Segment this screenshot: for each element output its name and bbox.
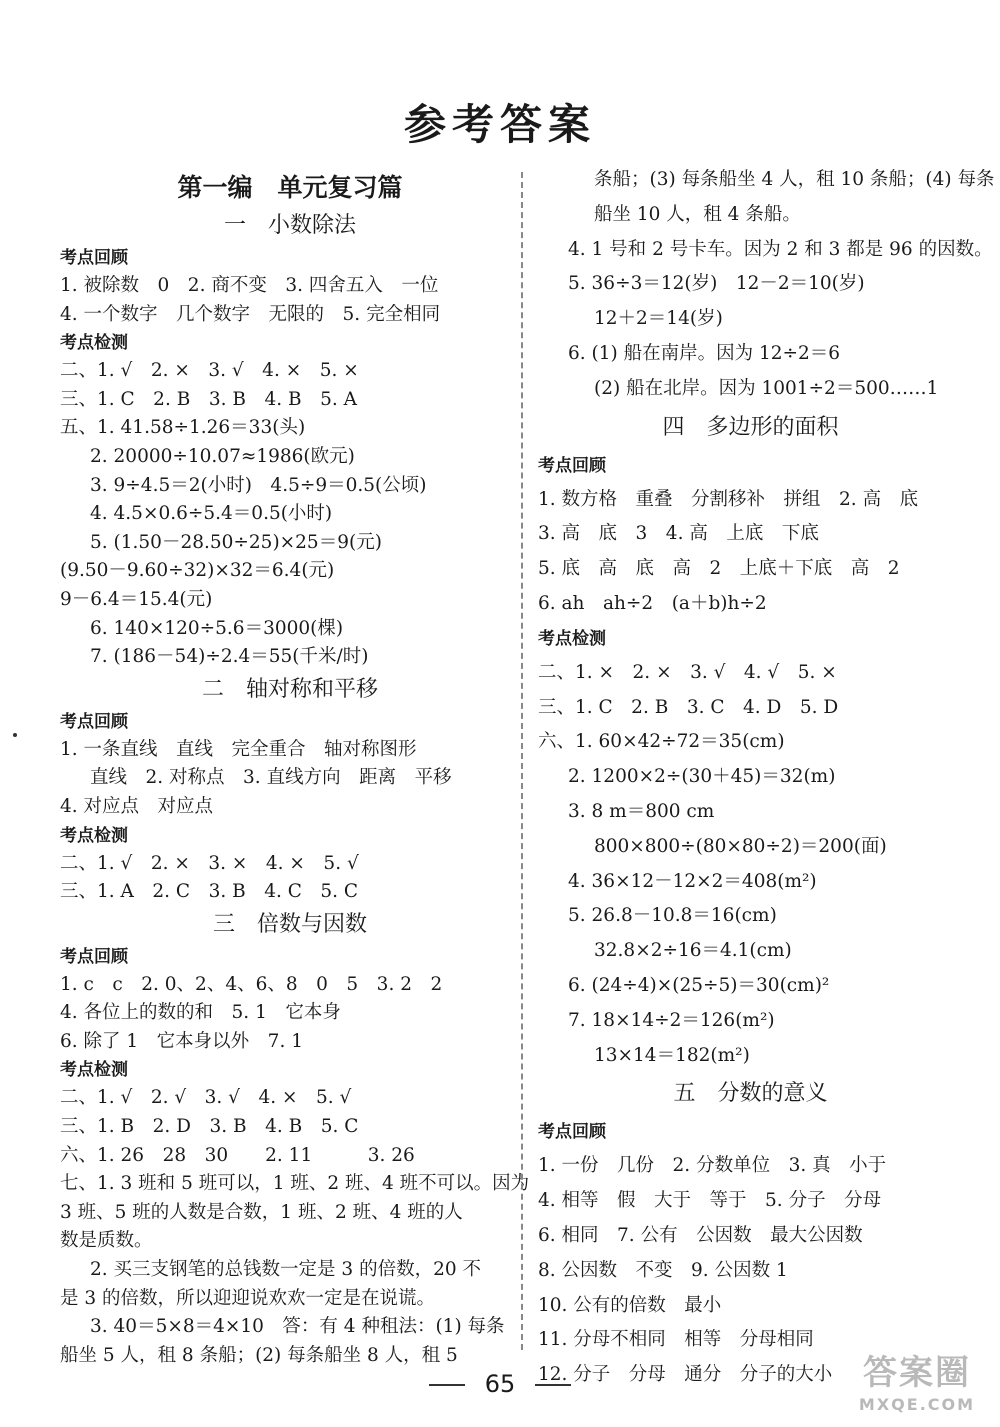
answer-line: 五、1. 41.58÷1.26＝33(头): [60, 417, 306, 439]
subsection-label: 考点回顾: [60, 946, 128, 967]
subsection-label: 考点检测: [60, 825, 128, 846]
watermark-url-text: MXQE.COM: [858, 1395, 976, 1414]
answer-line: 10. 公有的倍数 最小: [538, 1294, 722, 1316]
answer-line: 是 3 的倍数，所以迎迎说欢欢一定是在说谎。: [60, 1287, 436, 1309]
left-column: [60, 168, 530, 1370]
subsection-label: 考点检测: [60, 333, 128, 354]
column-divider: [521, 172, 523, 1350]
answer-line: 3. 9÷4.5＝2(小时) 4.5÷9＝0.5(公顷): [90, 474, 427, 496]
answer-line: 三、1. C 2. B 3. C 4. D 5. D: [538, 696, 839, 718]
chapter-heading: 二 轴对称和平移: [201, 676, 378, 702]
subsection-label: 考点回顾: [60, 711, 128, 732]
answer-line: 六、1. 26 28 30 2. 11 3. 26: [60, 1144, 415, 1166]
footer-dash-left: [429, 1384, 465, 1386]
answer-line: 二、1. √ 2. × 3. √ 4. × 5. ×: [60, 360, 359, 382]
answer-line: 二、1. √ 2. × 3. × 4. × 5. √: [60, 852, 359, 874]
answer-line: 1. 被除数 0 2. 商不变 3. 四舍五入 一位: [60, 275, 439, 296]
footer-dash-right: [535, 1384, 571, 1386]
answer-line: 5. 36÷3＝12(岁) 12－2＝10(岁): [568, 273, 865, 295]
answer-line: 2. 1200×2÷(30＋45)＝32(m): [568, 766, 836, 788]
answer-line: 32.8×2÷16＝4.1(cm): [594, 940, 792, 962]
answer-line: 三、1. B 2. D 3. B 4. B 5. C: [60, 1116, 359, 1138]
answer-line: 三、1. A 2. C 3. B 4. C 5. C: [60, 881, 359, 903]
answer-line: 直线 2. 对称点 3. 直线方向 距离 平移: [90, 767, 452, 789]
answer-line: 7. 18×14÷2＝126(m²): [568, 1009, 775, 1031]
answer-line: 4. 一个数字 几个数字 无限的 5. 完全相同: [60, 303, 441, 325]
subsection-label: 考点回顾: [60, 248, 128, 268]
answer-line: 条船；(3) 每条船坐 4 人，租 10 条船；(4) 每条: [594, 169, 995, 190]
stray-dot: [13, 733, 17, 737]
answer-line: 3. 8 m＝800 cm: [568, 800, 715, 822]
answer-line: 5. 26.8－10.8＝16(cm): [568, 905, 777, 927]
answer-line: 800×800÷(80×80÷2)＝200(面): [594, 835, 887, 857]
answer-line: 2. 买三支钢笔的总钱数一定是 3 的倍数，20 不: [90, 1259, 481, 1281]
answer-line: 3. 高 底 3 4. 高 上底 下底: [538, 523, 819, 545]
chapter-heading: 五 分数的意义: [673, 1081, 828, 1107]
watermark-main-text: 答案圈: [863, 1353, 971, 1393]
answer-line: 11. 分母不相同 相等 分母相同: [538, 1329, 814, 1351]
answer-line: 8. 公因数 不变 9. 公因数 1: [538, 1259, 788, 1281]
page-title: 参考答案: [403, 100, 596, 149]
subsection-label: 考点回顾: [538, 455, 606, 476]
answer-line: 1. c c 2. 0、2、4、6、8 0 5 3. 2 2: [60, 973, 443, 995]
answer-line: 4. 对应点 对应点: [60, 795, 214, 817]
answer-line: 6. (1) 船在南岸。因为 12÷2＝6: [568, 342, 841, 364]
answer-line: 6. 相同 7. 公有 公因数 最大公因数: [538, 1224, 863, 1246]
answer-line: 七、1. 3 班和 5 班可以，1 班、2 班、4 班不可以。因为: [60, 1173, 530, 1195]
answer-line: 2. 20000÷10.07≈1986(欧元): [90, 445, 355, 467]
answer-line: 1. 一份 几份 2. 分数单位 3. 真 小于: [538, 1155, 887, 1177]
answer-line: 4. 4.5×0.6÷5.4＝0.5(小时): [90, 503, 333, 525]
answer-line: (9.50－9.60÷32)×32＝6.4(元): [60, 560, 335, 582]
answer-line: 12. 分子 分母 通分 分子的大小: [538, 1364, 833, 1386]
answer-line: 9－6.4＝15.4(元): [60, 588, 213, 610]
answer-line: 5. 底 高 底 高 2 上底＋下底 高 2: [538, 558, 900, 580]
section-title: 第一编 单元复习篇: [177, 173, 403, 202]
watermark-logo: [842, 1351, 992, 1421]
answer-line: 6. (24÷4)×(25÷5)＝30(cm)²: [568, 974, 830, 996]
answer-line: 3. 40＝5×8＝4×10 答：有 4 种租法：(1) 每条: [90, 1316, 505, 1338]
answer-line: 4. 36×12－12×2＝408(m²): [568, 870, 817, 892]
answer-line: 4. 相等 假 大于 等于 5. 分子 分母: [538, 1190, 882, 1212]
answer-line: 6. 140×120÷5.6＝3000(棵): [90, 617, 344, 639]
answer-line: 4. 各位上的数的和 5. 1 它本身: [60, 1002, 341, 1024]
answer-line: 3 班、5 班的人数是合数，1 班、2 班、4 班的人: [60, 1201, 463, 1223]
subsection-label: 考点回顾: [538, 1122, 606, 1143]
answer-line: 6. 除了 1 它本身以外 7. 1: [60, 1030, 303, 1052]
answer-line: 6. ah ah÷2 (a＋b)h÷2: [538, 592, 767, 614]
answer-line: 三、1. C 2. B 3. B 4. B 5. A: [60, 388, 357, 410]
answer-line: 二、1. × 2. × 3. √ 4. √ 5. ×: [538, 661, 837, 683]
answer-line: 7. (186－54)÷2.4＝55(千米/时): [90, 646, 369, 668]
subsection-label: 考点检测: [538, 628, 606, 649]
answer-line: 1. 数方格 重叠 分割移补 拼组 2. 高 底: [538, 488, 919, 510]
answer-line: 5. (1.50－28.50÷25)×25＝9(元): [90, 531, 382, 553]
answer-line: 船坐 5 人，租 8 条船；(2) 每条船坐 8 人，租 5: [60, 1344, 458, 1366]
answer-line: 4. 1 号和 2 号卡车。因为 2 和 3 都是 96 的因数。: [568, 238, 993, 260]
answer-line: 六、1. 60×42÷72＝35(cm): [538, 731, 785, 753]
answer-line: 1. 一条直线 直线 完全重合 轴对称图形: [60, 738, 417, 760]
subsection-label: 考点检测: [60, 1060, 128, 1081]
chapter-heading: 三 倍数与因数: [212, 911, 367, 937]
chapter-heading: 四 多边形的面积: [662, 414, 839, 440]
answer-line: 数是质数。: [60, 1230, 153, 1252]
answer-line: 船坐 10 人，租 4 条船。: [594, 203, 801, 225]
right-column: [538, 163, 995, 1393]
answer-line: 二、1. √ 2. √ 3. √ 4. × 5. √: [60, 1087, 352, 1109]
answer-line: 13×14＝182(m²): [594, 1044, 750, 1066]
page-number: 65: [484, 1370, 516, 1398]
answer-line: 12＋2＝14(岁): [594, 308, 723, 330]
chapter-heading: 一 小数除法: [223, 213, 356, 238]
answer-line: (2) 船在北岸。因为 1001÷2＝500……1: [594, 377, 939, 399]
